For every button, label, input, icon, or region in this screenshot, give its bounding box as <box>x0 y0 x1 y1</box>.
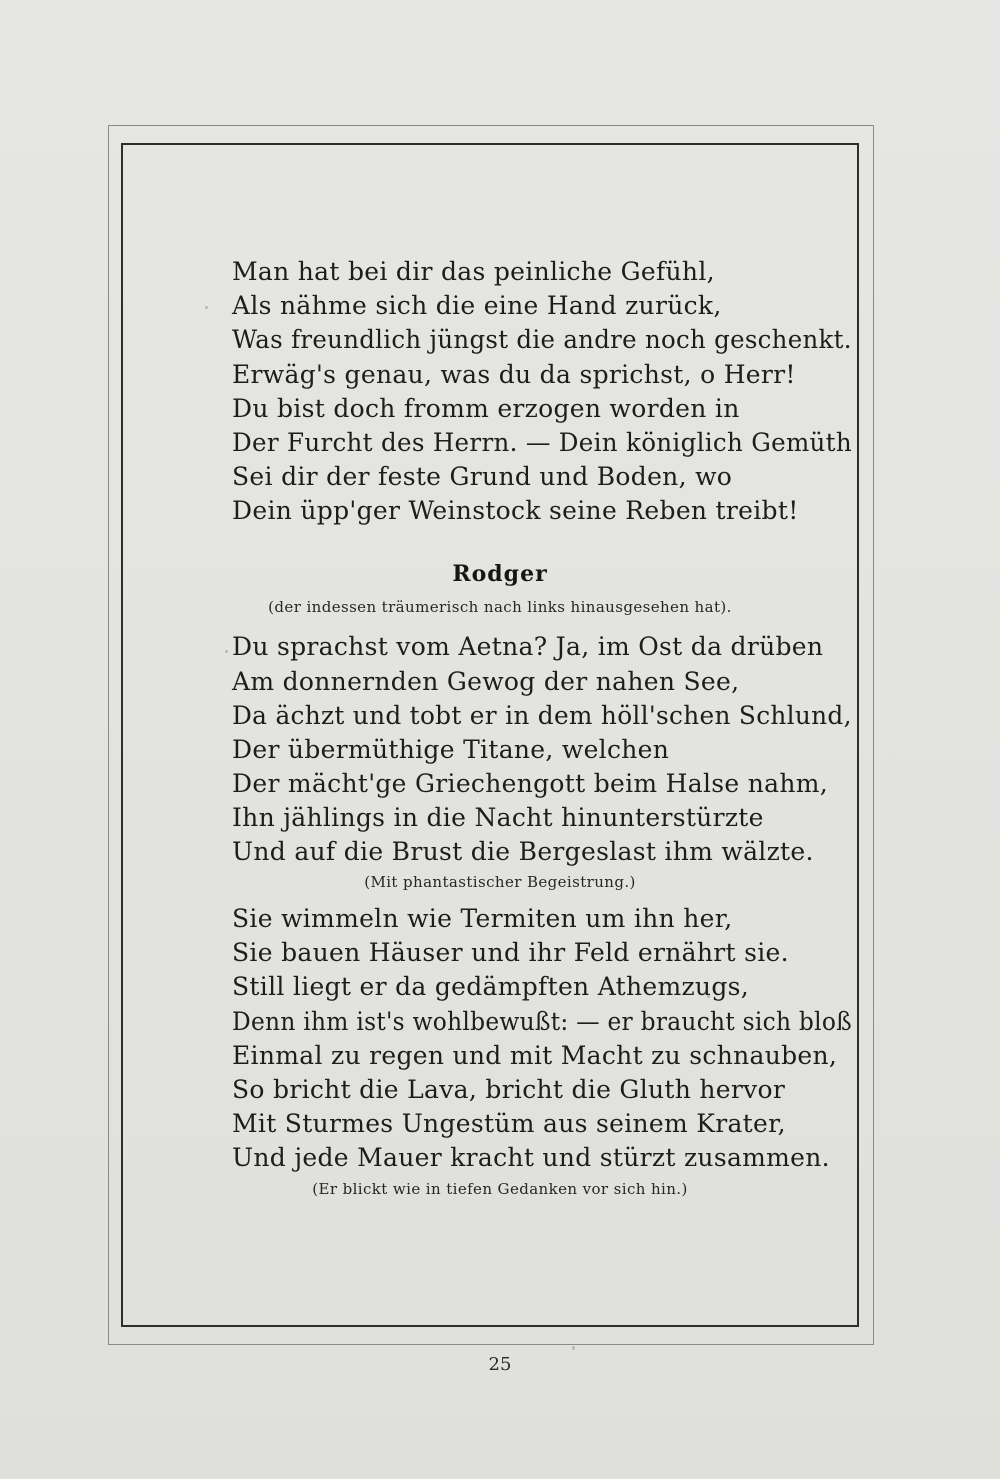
verse-line: Was freundlich jüngst die andre noch geschenkt. <box>232 325 852 354</box>
verse-line: Erwäg's genau, was du da sprichst, o Herr! <box>232 360 796 389</box>
ink-speck <box>572 1346 575 1350</box>
verse-line: Dein üpp'ger Weinstock seine Reben treibt! <box>232 496 799 525</box>
verse-line: Da ächzt und tobt er in dem höll'schen Schlund, <box>232 701 852 730</box>
speaker-name: Rodger <box>452 561 548 587</box>
ink-speck <box>225 650 228 653</box>
verse-line: Sei dir der feste Grund und Boden, wo <box>232 462 733 491</box>
verse-line: Der Furcht des Herrn. — Dein königlich Gemüth <box>232 428 852 457</box>
ink-speck <box>205 306 208 309</box>
verse-line: Du sprachst vom Aetna? Ja, im Ost da drüben <box>232 632 824 661</box>
verse-line: Sie wimmeln wie Termiten um ihn her, <box>232 904 733 933</box>
verse-line: Und jede Mauer kracht und stürzt zusammen. <box>232 1143 830 1172</box>
verse-line: Denn ihm ist's wohlbewußt: — er braucht sich bloß <box>232 1007 853 1036</box>
verse-line: Ihn jählings in die Nacht hinunterstürzte <box>232 803 764 832</box>
verse-line: Und auf die Brust die Bergeslast ihm wälzte. <box>232 837 814 866</box>
stage-direction: (der indessen träumerisch nach links hinausgesehen hat). <box>268 598 732 616</box>
stage-direction: (Mit phantastischer Begeistrung.) <box>364 873 636 891</box>
verse-line: Einmal zu regen und mit Macht zu schnauben, <box>232 1041 838 1070</box>
verse-line: So bricht die Lava, bricht die Gluth hervor <box>232 1075 786 1104</box>
page-number: 25 <box>488 1354 512 1375</box>
verse-line: Als nähme sich die eine Hand zurück, <box>232 291 722 320</box>
stage-direction: (Er blickt wie in tiefen Gedanken vor sich hin.) <box>312 1180 688 1198</box>
verse-line: Still liegt er da gedämpften Athemzugs, <box>232 972 750 1001</box>
verse-line: Der übermüthige Titane, welchen <box>232 735 670 764</box>
verse-line: Mit Sturmes Ungestüm aus seinem Krater, <box>232 1109 786 1138</box>
verse-line: Der mächt'ge Griechengott beim Halse nahm, <box>232 769 828 798</box>
verse-line: Man hat bei dir das peinliche Gefühl, <box>232 257 715 286</box>
verse-line: Du bist doch fromm erzogen worden in <box>232 394 740 423</box>
verse-line: Sie bauen Häuser und ihr Feld ernährt sie. <box>232 938 789 967</box>
verse-line: Am donnernden Gewog der nahen See, <box>232 667 740 696</box>
